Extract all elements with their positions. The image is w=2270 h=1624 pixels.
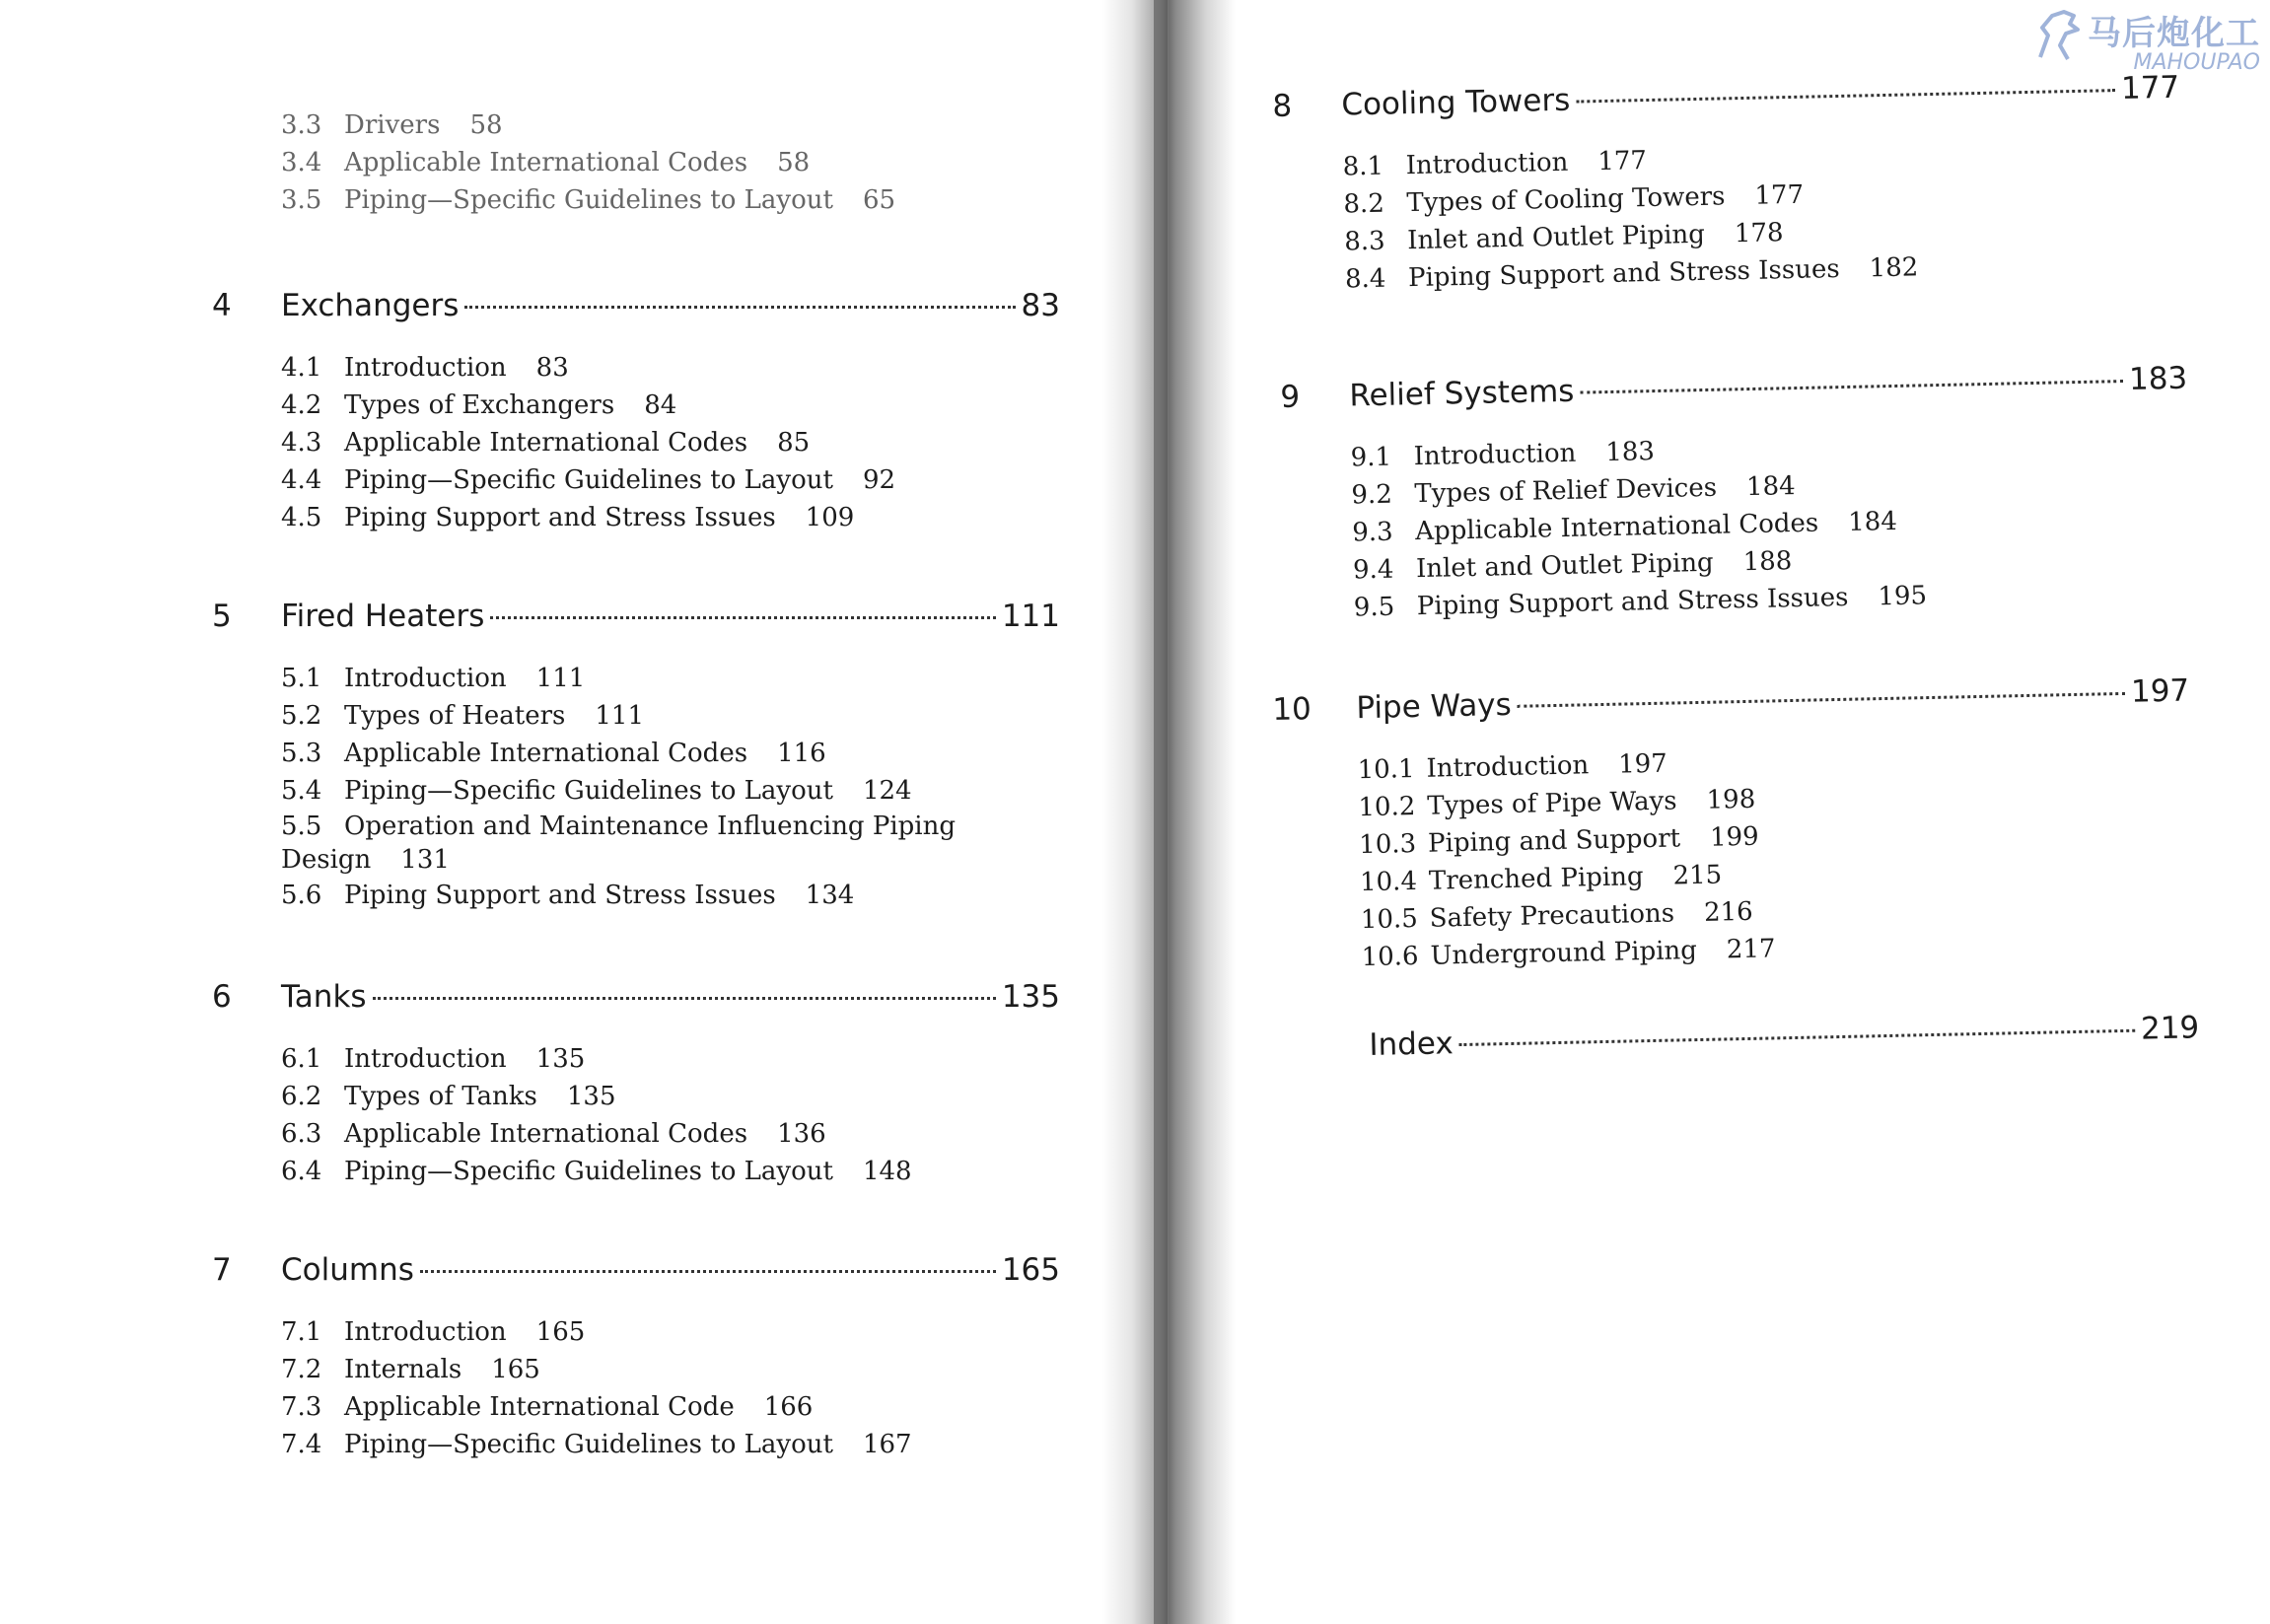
- chapter-6: [212, 979, 1060, 1190]
- dot-leader: [373, 997, 996, 1000]
- dot-leader: [420, 1270, 996, 1273]
- chapter-heading[interactable]: [281, 1252, 1060, 1288]
- chapter-page: 135: [1001, 979, 1060, 1015]
- toc-section[interactable]: 9.4 Inlet and Outlet Piping 188: [1352, 546, 1793, 586]
- index-title: Index: [1369, 1025, 1454, 1063]
- toc-section[interactable]: 3.4 Applicable International Codes 58: [281, 148, 811, 177]
- chapter-7: [212, 1252, 1060, 1463]
- chapter-title: Tanks: [281, 979, 367, 1015]
- chapter-number: 10: [1272, 691, 1312, 728]
- toc-section[interactable]: 4.2 Types of Exchangers 84: [281, 390, 677, 420]
- right-page: [1223, 0, 2270, 1624]
- chapter-page: 183: [2128, 360, 2188, 397]
- toc-section[interactable]: 10.5 Safety Precautions 216: [1360, 896, 1753, 936]
- toc-section[interactable]: 6.3 Applicable International Codes 136: [281, 1119, 826, 1149]
- toc-section[interactable]: 10.2 Types of Pipe Ways 198: [1358, 784, 1756, 823]
- dot-leader: [1459, 1029, 2135, 1046]
- toc-section[interactable]: 9.2 Types of Relief Devices 184: [1351, 471, 1796, 511]
- book-gutter: [1102, 0, 1236, 1624]
- toc-section[interactable]: 6.2 Types of Tanks 135: [281, 1082, 616, 1111]
- toc-section[interactable]: 9.1 Introduction 183: [1350, 437, 1656, 473]
- chapter-number: 4: [212, 288, 232, 323]
- toc-section[interactable]: 10.4 Trenched Piping 215: [1359, 860, 1723, 898]
- dot-leader: [490, 616, 995, 619]
- toc-section[interactable]: 5.5 Operation and Maintenance Influencing Piping Design 131: [281, 812, 957, 875]
- toc-section[interactable]: 7.1 Introduction 165: [281, 1317, 586, 1347]
- book-spine-shadow: [1154, 0, 1168, 1624]
- toc-section[interactable]: 5.1 Introduction 111: [281, 664, 586, 693]
- toc-section[interactable]: 10.6 Underground Piping 217: [1361, 934, 1776, 973]
- chapter-number: 6: [212, 979, 232, 1015]
- dot-leader: [464, 306, 1015, 309]
- watermark-cn: 马后炮化工: [2088, 14, 2260, 53]
- toc-section[interactable]: 3.5 Piping—Specific Guidelines to Layout 65: [281, 185, 896, 215]
- dot-leader: [1580, 380, 2123, 394]
- chapter-title: Columns: [281, 1252, 414, 1288]
- toc-section[interactable]: 10.1 Introduction 197: [1357, 748, 1668, 786]
- dot-leader: [1518, 692, 2125, 708]
- toc-section[interactable]: 4.3 Applicable International Codes 85: [281, 428, 811, 458]
- toc-section[interactable]: 8.4 Piping Support and Stress Issues 182: [1344, 252, 1919, 295]
- chapter-heading[interactable]: [281, 979, 1060, 1015]
- toc-section[interactable]: 5.2 Types of Heaters 111: [281, 701, 645, 731]
- chapter-page: 111: [1001, 599, 1060, 634]
- left-page: [0, 0, 1114, 1624]
- toc-section[interactable]: 5.3 Applicable International Codes 116: [281, 739, 826, 768]
- chapter-heading[interactable]: [1341, 70, 2180, 123]
- toc-section[interactable]: 8.1 Introduction 177: [1342, 146, 1648, 182]
- chapter-page: 177: [2120, 69, 2180, 106]
- chapter-title: Fired Heaters: [281, 599, 485, 634]
- toc-section[interactable]: 5.4 Piping—Specific Guidelines to Layout 124: [281, 776, 912, 806]
- chapter-5: [212, 599, 1060, 914]
- index-heading[interactable]: [1369, 1010, 2200, 1063]
- chapter-8: [1272, 70, 2183, 300]
- toc-section[interactable]: 5.6 Piping Support and Stress Issues 134: [281, 881, 855, 910]
- chapter-title: Cooling Towers: [1340, 82, 1571, 123]
- chapter-number: 7: [212, 1252, 232, 1288]
- continued-sections: [281, 106, 895, 219]
- dot-leader: [1576, 89, 2115, 103]
- toc-section[interactable]: 4.5 Piping Support and Stress Issues 109: [281, 503, 855, 532]
- toc-section[interactable]: 10.3 Piping and Support 199: [1358, 821, 1759, 861]
- chapter-10: [1272, 673, 2195, 978]
- toc-section[interactable]: 8.3 Inlet and Outlet Piping 178: [1343, 218, 1784, 257]
- watermark-en: MAHOUPAO: [2133, 50, 2260, 75]
- toc-section[interactable]: 3.3 Drivers 58: [281, 110, 503, 140]
- toc-section[interactable]: 7.3 Applicable International Code 166: [281, 1392, 814, 1422]
- toc-section[interactable]: 9.3 Applicable International Codes 184: [1351, 506, 1898, 548]
- index-entry: [1369, 1010, 2200, 1077]
- toc-section[interactable]: 6.4 Piping—Specific Guidelines to Layout 148: [281, 1157, 912, 1186]
- chapter-title: Exchangers: [281, 288, 460, 323]
- index-page: 219: [2140, 1010, 2200, 1047]
- toc-section[interactable]: 6.1 Introduction 135: [281, 1044, 586, 1074]
- chapter-4: [212, 288, 1060, 536]
- toc-section[interactable]: 7.4 Piping—Specific Guidelines to Layout 167: [281, 1430, 912, 1459]
- chapter-number: 5: [212, 599, 232, 634]
- chapter-heading[interactable]: [281, 599, 1060, 634]
- chapter-title: Relief Systems: [1348, 373, 1575, 414]
- toc-section[interactable]: 4.1 Introduction 83: [281, 353, 569, 383]
- chapter-9: [1280, 361, 2192, 628]
- chapter-number: 9: [1280, 379, 1301, 415]
- chapter-page: 165: [1001, 1252, 1060, 1288]
- chapter-title: Pipe Ways: [1355, 686, 1513, 727]
- chapter-page: 197: [2130, 672, 2190, 710]
- chapter-heading[interactable]: [1356, 673, 2190, 727]
- chapter-heading[interactable]: [1349, 361, 2188, 414]
- toc-section[interactable]: 7.2 Internals 165: [281, 1355, 540, 1384]
- toc-section[interactable]: 9.5 Piping Support and Stress Issues 195: [1353, 581, 1928, 623]
- toc-section[interactable]: 8.2 Types of Cooling Towers 177: [1343, 179, 1805, 220]
- chapter-heading[interactable]: [281, 288, 1060, 323]
- chapter-page: 83: [1021, 288, 1060, 323]
- chapter-number: 8: [1272, 88, 1293, 124]
- toc-section[interactable]: 4.4 Piping—Specific Guidelines to Layout 92: [281, 465, 896, 495]
